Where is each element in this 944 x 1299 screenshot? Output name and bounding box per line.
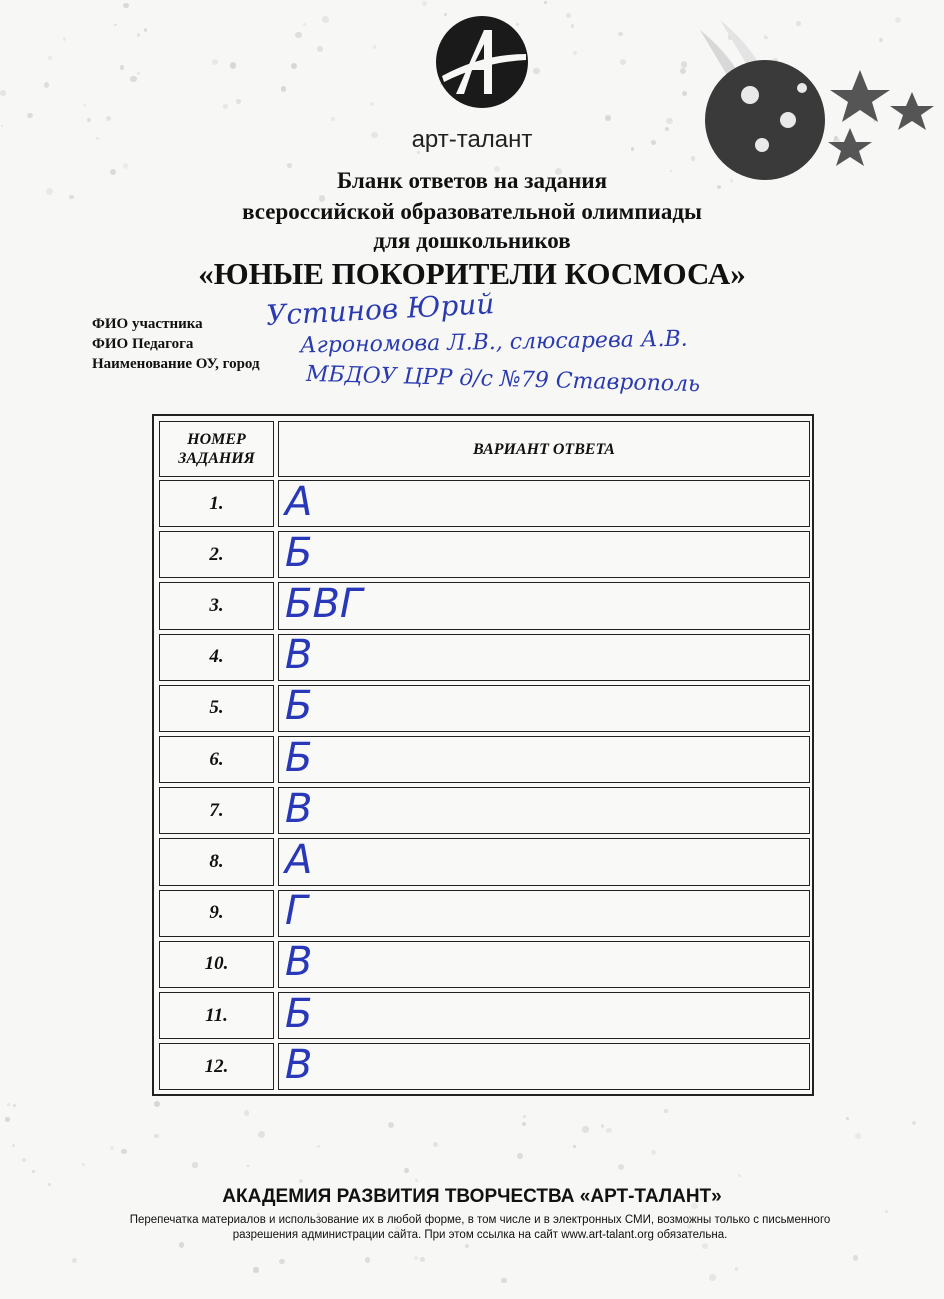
- speckle: [32, 1170, 35, 1173]
- task-number-cell: 12.: [159, 1043, 274, 1090]
- handwritten-answer: Б: [285, 990, 313, 1037]
- answer-cell[interactable]: [278, 480, 810, 527]
- speckle: [605, 115, 611, 121]
- answers-table: [152, 414, 814, 1096]
- task-number-cell: 7.: [159, 787, 274, 834]
- speckle: [465, 1244, 469, 1248]
- speckle: [702, 1243, 707, 1248]
- speckle: [137, 33, 140, 36]
- speckle: [666, 118, 673, 125]
- speckle: [573, 1145, 576, 1148]
- answer-cell[interactable]: [278, 736, 810, 783]
- answer-cell[interactable]: [278, 941, 810, 988]
- speckle: [582, 1126, 589, 1133]
- speckle: [144, 28, 147, 31]
- form-title-line-2: всероссийской образовательной олимпиады: [242, 199, 702, 224]
- speckle: [87, 118, 91, 122]
- speckle: [244, 1110, 250, 1116]
- speckle: [291, 63, 297, 69]
- speckle: [853, 1255, 859, 1261]
- participant-name-value: Устинов Юрий: [265, 287, 496, 332]
- speckle: [414, 1256, 418, 1260]
- speckle: [212, 59, 218, 65]
- speckle: [373, 45, 377, 49]
- brand-name: арт-талант: [411, 126, 533, 153]
- speckle: [48, 56, 52, 60]
- speckle: [154, 1101, 160, 1107]
- speckle: [120, 65, 125, 70]
- handwritten-answer: В: [285, 1041, 313, 1088]
- handwritten-answer: В: [285, 785, 313, 832]
- speckle: [533, 68, 539, 74]
- speckle: [415, 1179, 418, 1182]
- speckle: [223, 104, 228, 109]
- speckle: [154, 1134, 159, 1139]
- speckle: [523, 1115, 526, 1118]
- handwritten-answer: А: [285, 478, 313, 525]
- speckle: [63, 37, 67, 41]
- speckle: [44, 82, 49, 87]
- speckle: [846, 1117, 849, 1120]
- speckle: [27, 113, 33, 119]
- speckle: [331, 117, 335, 121]
- speckle: [236, 99, 241, 104]
- speckle: [137, 72, 140, 75]
- task-number-cell: 1.: [159, 480, 274, 527]
- task-number-cell: 10.: [159, 941, 274, 988]
- answer-cell[interactable]: [278, 685, 810, 732]
- school-city-value: МБДОУ ЦРР д/с №79 Ставрополь: [305, 361, 701, 398]
- speckle: [664, 1109, 668, 1113]
- speckle: [114, 24, 117, 27]
- speckle: [544, 1, 547, 4]
- answer-cell[interactable]: [278, 1043, 810, 1090]
- handwritten-answer: БВГ: [285, 580, 363, 627]
- speckle: [72, 1258, 77, 1263]
- speckle: [573, 51, 577, 55]
- handwritten-answer: Б: [285, 734, 313, 781]
- handwritten-answer: В: [285, 939, 313, 986]
- speckle: [258, 1131, 265, 1138]
- answer-cell[interactable]: [278, 634, 810, 681]
- speckle: [83, 104, 86, 107]
- answer-cell[interactable]: [278, 992, 810, 1039]
- speckle: [620, 59, 626, 65]
- form-title-line-3: для дошкольников: [373, 228, 571, 253]
- speckle: [388, 1122, 394, 1128]
- speckle: [106, 116, 111, 121]
- speckle: [253, 1267, 258, 1272]
- form-title-line-1: Бланк ответов на задания: [336, 168, 608, 193]
- task-number-cell: 9.: [159, 890, 274, 937]
- speckle: [855, 1133, 861, 1139]
- answer-cell[interactable]: [278, 531, 810, 578]
- participant-name-label: ФИО участника: [92, 316, 203, 332]
- speckle: [420, 1257, 425, 1262]
- speckle: [618, 1164, 624, 1170]
- speckle: [279, 1259, 284, 1264]
- handwritten-answer: Б: [285, 529, 313, 576]
- speckle: [433, 1142, 438, 1147]
- speckle: [601, 1124, 604, 1127]
- speckle: [247, 1165, 249, 1167]
- speckle: [365, 1257, 371, 1263]
- speckle: [130, 76, 137, 83]
- speckle: [12, 1144, 15, 1147]
- teacher-name-label: ФИО Педагога: [92, 336, 194, 352]
- speckle: [82, 1163, 84, 1165]
- speckle: [192, 1162, 198, 1168]
- speckle: [317, 1145, 320, 1148]
- speckle: [322, 16, 329, 23]
- speckle: [651, 1150, 656, 1155]
- speckle: [13, 1104, 16, 1107]
- speckle: [303, 23, 307, 27]
- art-talant-logo: [434, 14, 530, 110]
- speckle: [738, 1174, 740, 1176]
- teacher-name-value: Агрономова Л.В., слюсарева А.В.: [299, 326, 688, 359]
- speckle: [299, 1179, 303, 1183]
- header-answer-variant: ВАРИАНТ ОТВЕТА: [278, 421, 810, 477]
- handwritten-answer: А: [285, 836, 313, 883]
- footer-academy-title: АКАДЕМИЯ РАЗВИТИЯ ТВОРЧЕСТВА «АРТ-ТАЛАНТ»: [222, 1186, 722, 1207]
- speckle: [606, 1128, 611, 1133]
- speckle: [709, 1274, 715, 1280]
- task-number-cell: 8.: [159, 838, 274, 885]
- handwritten-answer: В: [285, 632, 313, 679]
- task-number-cell: 5.: [159, 685, 274, 732]
- speckle: [295, 32, 302, 39]
- speckle: [370, 102, 374, 106]
- speckle: [404, 1168, 409, 1173]
- speckle: [522, 1122, 526, 1126]
- handwritten-answer: Г: [285, 888, 308, 935]
- speckle: [121, 1149, 127, 1155]
- speckle: [682, 91, 687, 96]
- speckle: [912, 1121, 916, 1125]
- speckle: [22, 1158, 26, 1162]
- speckle: [885, 1210, 889, 1214]
- speckle: [680, 68, 687, 75]
- school-city-label: Наименование ОУ, город: [92, 356, 260, 372]
- speckle: [110, 1146, 114, 1150]
- answer-cell[interactable]: [278, 890, 810, 937]
- olympiad-name: «ЮНЫЕ ПОКОРИТЕЛИ КОСМОСА»: [198, 256, 746, 291]
- task-number-cell: 4.: [159, 634, 274, 681]
- speckle: [618, 32, 623, 37]
- speckle: [501, 1278, 506, 1283]
- answer-cell[interactable]: [278, 838, 810, 885]
- speckle: [566, 13, 571, 18]
- header-task-number: НОМЕР ЗАДАНИЯ: [159, 421, 274, 477]
- answer-cell[interactable]: [278, 582, 810, 629]
- speckle: [681, 61, 688, 68]
- speckle: [230, 62, 237, 69]
- speckle: [0, 90, 6, 96]
- task-number-cell: 11.: [159, 992, 274, 1039]
- speckle: [281, 86, 286, 91]
- speckle: [317, 46, 323, 52]
- speckle: [517, 1153, 523, 1159]
- speckle: [7, 1103, 10, 1106]
- task-number-cell: 6.: [159, 736, 274, 783]
- speckle: [422, 1, 427, 6]
- handwritten-answer: Б: [285, 683, 313, 730]
- speckle: [571, 24, 575, 28]
- task-number-cell: 3.: [159, 582, 274, 629]
- footer-copyright-note: Перепечатка материалов и использование их в любой форме, в том числе и в электронных СМИ, возможны только с письменного разрешения администрации сайта. При этом ссылка на сайт www.art-talant.org обязательна.: [129, 1214, 831, 1241]
- answer-cell[interactable]: [278, 787, 810, 834]
- task-number-cell: 2.: [159, 531, 274, 578]
- speckle: [735, 1267, 738, 1270]
- speckle: [123, 3, 129, 9]
- speckle: [5, 1117, 10, 1122]
